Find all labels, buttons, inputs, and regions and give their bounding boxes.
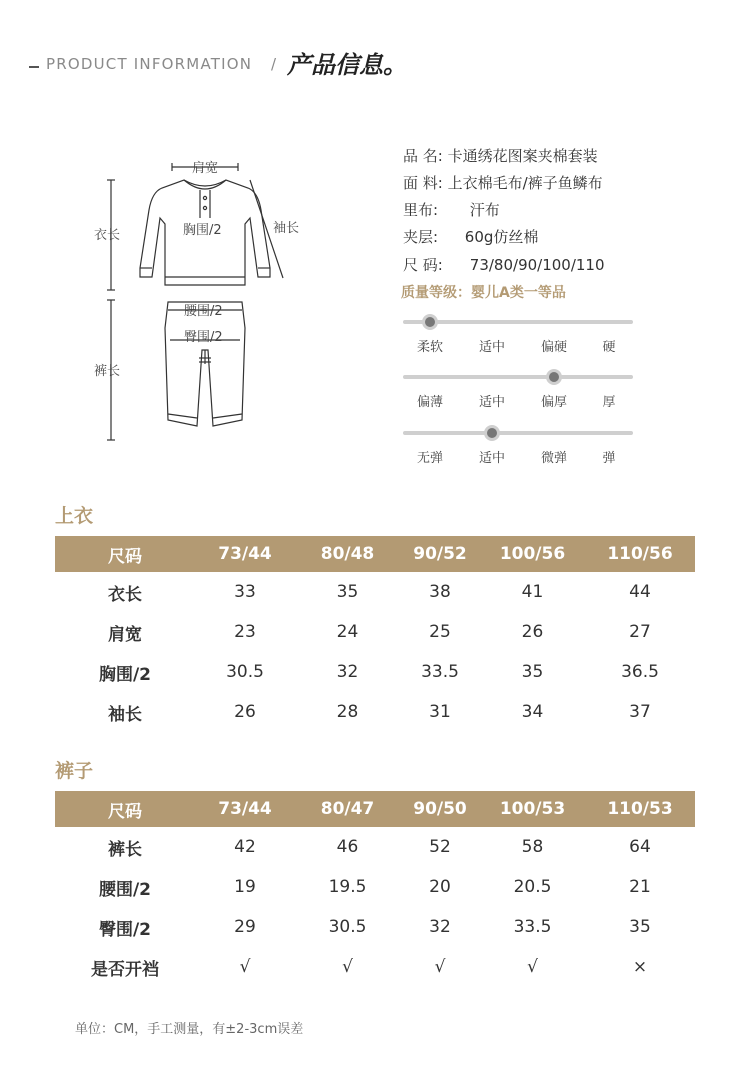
row-label: 胸围/2 <box>98 664 152 685</box>
scale-label: 偏硬 <box>540 340 568 355</box>
row-label: 裤长 <box>108 839 142 860</box>
scale-label: 适中 <box>478 451 506 466</box>
table-row <box>55 907 695 947</box>
row-label: 肩宽 <box>108 624 142 645</box>
header-cell: 尺码 <box>55 791 195 827</box>
table-cell: 28 <box>336 702 359 722</box>
check-cell: √ <box>342 957 353 977</box>
table-cell: 37 <box>629 702 651 722</box>
table-cell: 25 <box>429 622 451 642</box>
header-slash: / <box>271 55 277 73</box>
label-pants-length: 裤长 <box>94 364 121 379</box>
elasticity-scale <box>403 423 633 473</box>
table-cell: 30.5 <box>328 917 367 937</box>
table-cell: 35 <box>336 582 359 602</box>
scale-knob <box>546 369 562 385</box>
thickness-scale <box>403 367 633 417</box>
spec-row-name <box>403 145 598 166</box>
scale-label: 硬 <box>602 340 616 355</box>
header-cell: 80/47 <box>295 791 400 827</box>
header-cell: 110/56 <box>585 536 695 572</box>
section-title-top: 上衣 <box>55 505 94 527</box>
table-row <box>55 652 695 692</box>
label-shoulder-width: 肩宽 <box>192 161 219 176</box>
top-size-table <box>55 536 695 732</box>
table-cell: 19.5 <box>328 877 367 897</box>
header-cell: 80/48 <box>295 536 400 572</box>
spec-value: 上衣棉毛布/裤子鱼鳞布 <box>447 174 603 192</box>
table-cell: 41 <box>521 582 544 602</box>
label-sleeve: 袖长 <box>273 221 300 236</box>
table-row <box>55 867 695 907</box>
table-cell: 33 <box>234 582 256 602</box>
spec-value: 汗布 <box>469 201 500 219</box>
spec-value: 卡通绣花图案夹棉套装 <box>447 147 598 165</box>
table-cell: 36.5 <box>621 662 659 682</box>
table-cell: 29 <box>234 917 256 937</box>
spec-value: 60g仿丝棉 <box>464 228 539 246</box>
table-row <box>55 612 695 652</box>
table-cell: 32 <box>336 662 359 682</box>
spec-row-filling <box>403 226 538 247</box>
spec-row-fabric <box>403 172 603 193</box>
table-cell: 31 <box>429 702 451 722</box>
garment-diagram <box>80 150 330 450</box>
spec-key: 品 名: <box>403 147 443 165</box>
table-cell: 23 <box>234 622 256 642</box>
header-cell: 100/53 <box>480 791 585 827</box>
header-dash <box>29 66 39 68</box>
header-cell: 90/50 <box>400 791 480 827</box>
table-cell: 27 <box>629 622 651 642</box>
scale-label: 偏厚 <box>540 395 568 410</box>
table-cell: 20.5 <box>513 877 552 897</box>
table-cell: 26 <box>234 702 256 722</box>
table-cell: 46 <box>336 837 359 857</box>
spec-row-lining <box>403 199 500 220</box>
row-label: 衣长 <box>108 584 142 605</box>
table-cell: 52 <box>429 837 451 857</box>
table-header-row <box>55 536 695 572</box>
table-cell: 38 <box>429 582 451 602</box>
scale-label: 厚 <box>602 395 616 410</box>
row-label: 袖长 <box>108 704 142 725</box>
row-label: 臀围/2 <box>98 919 152 940</box>
label-top-length: 衣长 <box>94 228 121 243</box>
quality-grade: 质量等级：婴儿A类一等品 <box>401 285 566 301</box>
scale-label: 偏薄 <box>416 395 444 410</box>
header-title-cn: 产品信息。 <box>287 51 407 79</box>
scale-knob <box>484 425 500 441</box>
table-cell: 44 <box>629 582 651 602</box>
table-cell: 30.5 <box>226 662 264 682</box>
scale-label: 适中 <box>478 395 506 410</box>
footnote: 单位：CM，手工测量，有±2-3cm误差 <box>75 1022 304 1037</box>
table-cell: 33.5 <box>421 662 459 682</box>
table-cell: 19 <box>234 877 256 897</box>
table-cell: 24 <box>336 622 359 642</box>
label-chest: 胸围/2 <box>183 223 222 238</box>
scale-label: 弹 <box>602 451 616 466</box>
table-cell: 35 <box>521 662 544 682</box>
header-cell: 73/44 <box>195 791 295 827</box>
section-title-pants: 裤子 <box>55 760 94 782</box>
label-waist: 腰围/2 <box>184 304 223 319</box>
spec-key: 尺 码: <box>403 256 443 274</box>
spec-key: 面 料: <box>403 174 443 192</box>
table-row <box>55 692 695 732</box>
check-cell: √ <box>527 957 538 977</box>
table-cell: 26 <box>521 622 544 642</box>
scale-label: 适中 <box>478 340 506 355</box>
spec-row-sizes <box>403 254 605 275</box>
header-cell: 90/52 <box>400 536 480 572</box>
table-cell: 64 <box>629 837 651 857</box>
table-cell: 34 <box>521 702 544 722</box>
table-row <box>55 947 695 987</box>
table-cell: 20 <box>429 877 451 897</box>
header-title-en: PRODUCT INFORMATION <box>46 55 253 73</box>
header-cell: 尺码 <box>55 536 195 572</box>
table-cell: 35 <box>629 917 651 937</box>
check-cell: √ <box>434 957 446 977</box>
scale-track <box>403 375 633 379</box>
table-header-row <box>55 791 695 827</box>
scale-label: 微弹 <box>540 451 568 466</box>
header-cell: 73/44 <box>195 536 295 572</box>
label-hip: 臀围/2 <box>184 330 223 345</box>
softness-scale <box>403 312 633 362</box>
spec-key: 里布: <box>403 201 439 219</box>
check-cell: √ <box>239 957 251 977</box>
table-cell: 58 <box>521 837 544 857</box>
cross-cell: × <box>632 957 648 977</box>
pants-size-table <box>55 791 695 987</box>
scale-label: 柔软 <box>416 340 444 355</box>
table-cell: 32 <box>429 917 451 937</box>
header-cell: 110/53 <box>585 791 695 827</box>
row-label: 腰围/2 <box>98 879 152 900</box>
scale-track <box>403 431 633 435</box>
scale-label: 无弹 <box>416 451 444 466</box>
spec-key: 夹层: <box>403 228 439 246</box>
table-cell: 42 <box>234 837 256 857</box>
table-cell: 33.5 <box>513 917 552 937</box>
table-row <box>55 827 695 867</box>
spec-value: 73/80/90/100/110 <box>469 256 605 274</box>
scale-knob <box>422 314 438 330</box>
table-row <box>55 572 695 612</box>
row-label: 是否开裆 <box>91 959 159 980</box>
header-cell: 100/56 <box>480 536 585 572</box>
table-cell: 21 <box>629 877 651 897</box>
